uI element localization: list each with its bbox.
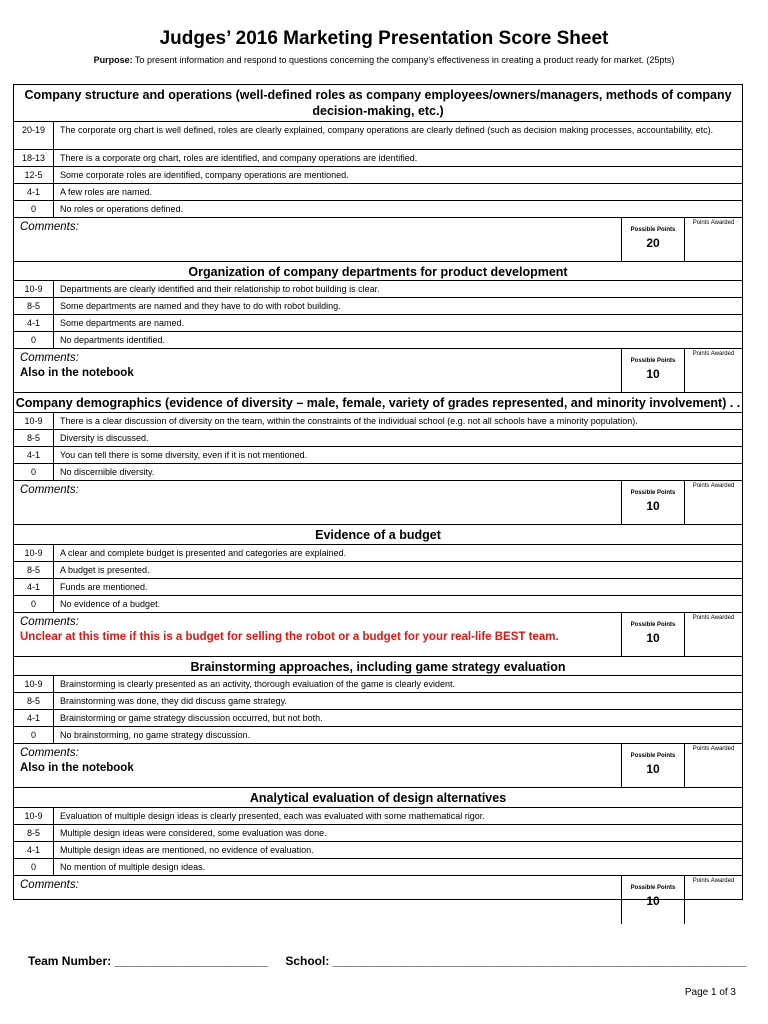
rubric-row xyxy=(14,447,742,464)
comment-note: Also in the notebook xyxy=(20,367,134,379)
rubric-text: No discernible diversity. xyxy=(60,467,155,477)
footer-fields xyxy=(28,954,746,968)
rubric-text: No roles or operations defined. xyxy=(60,204,184,214)
comments-field[interactable] xyxy=(14,218,621,261)
rubric-text: There is a clear discussion of diversity on the team, within the constraints of the individual school (e.g. not all schools have a minority population). xyxy=(60,416,638,426)
section-heading: Organization of company departments for product development xyxy=(14,262,742,281)
rubric-row xyxy=(14,281,742,298)
comments-field[interactable] xyxy=(14,349,621,392)
school-field[interactable]: School: ______________________________________________________________ xyxy=(285,954,747,968)
purpose-text: To present information and respond to questions concerning the company’s effectiveness in creating a product ready for market. (25pts) xyxy=(132,55,675,65)
rubric-points: 4-1 xyxy=(14,184,54,200)
points-awarded-label: Points Awarded xyxy=(692,615,735,621)
comments-field[interactable] xyxy=(14,481,621,524)
page-title: Judges’ 2016 Marketing Presentation Score Sheet xyxy=(159,28,609,49)
comments-row xyxy=(14,613,742,657)
possible-points-value: 10 xyxy=(646,762,660,776)
team-number-field[interactable]: Team Number: _______________________ xyxy=(28,954,268,968)
comments-field[interactable] xyxy=(14,876,621,924)
rubric-text: A few roles are named. xyxy=(60,187,153,197)
rubric-text: There is a corporate org chart, roles are identified, and company operations are identified. xyxy=(60,153,418,163)
rubric-row xyxy=(14,184,742,201)
section-budget xyxy=(14,525,742,657)
purpose-line xyxy=(0,55,768,65)
score-sheet-table xyxy=(13,84,743,908)
section-heading: Company structure and operations (well-defined roles as company employees/owners/managers, methods of company decision-making, etc.) xyxy=(14,85,742,122)
rubric-row xyxy=(14,315,742,332)
rubric-row xyxy=(14,545,742,562)
rubric-row xyxy=(14,596,742,613)
rubric-points: 8-5 xyxy=(14,825,54,841)
possible-points-box xyxy=(621,481,685,524)
comments-row xyxy=(14,876,742,924)
comments-label: Comments: xyxy=(20,221,79,233)
rubric-text: Brainstorming or game strategy discussion occurred, but not both. xyxy=(60,713,323,723)
rubric-points: 4-1 xyxy=(14,315,54,331)
rubric-row xyxy=(14,122,742,150)
possible-points-box xyxy=(621,218,685,261)
rubric-row xyxy=(14,693,742,710)
points-awarded-label: Points Awarded xyxy=(692,483,735,489)
rubric-row xyxy=(14,464,742,481)
possible-points-value: 10 xyxy=(646,894,660,908)
rubric-points: 0 xyxy=(14,859,54,875)
comments-field[interactable] xyxy=(14,613,621,656)
section-company-structure xyxy=(14,85,742,262)
purpose-label: Purpose: xyxy=(93,55,133,65)
rubric-row xyxy=(14,562,742,579)
rubric-row xyxy=(14,676,742,693)
possible-points-box xyxy=(621,349,685,392)
points-awarded-box[interactable] xyxy=(685,481,742,524)
possible-points-label: Possible Points xyxy=(630,490,676,496)
rubric-points: 10-9 xyxy=(14,676,54,692)
rubric-points: 8-5 xyxy=(14,298,54,314)
rubric-text: You can tell there is some diversity, even if it is not mentioned. xyxy=(60,450,308,460)
rubric-points: 8-5 xyxy=(14,562,54,578)
rubric-points: 10-9 xyxy=(14,545,54,561)
rubric-row xyxy=(14,430,742,447)
section-heading: Company demographics (evidence of diversity – male, female, variety of grades represented, and minority involvement) . . xyxy=(14,393,742,413)
possible-points-label: Possible Points xyxy=(630,753,676,759)
rubric-text: No brainstorming, no game strategy discussion. xyxy=(60,730,251,740)
rubric-row xyxy=(14,808,742,825)
rubric-text: No departments identified. xyxy=(60,335,166,345)
rubric-points: 10-9 xyxy=(14,281,54,297)
points-awarded-label: Points Awarded xyxy=(692,351,735,357)
possible-points-label: Possible Points xyxy=(630,622,676,628)
rubric-points: 8-5 xyxy=(14,693,54,709)
points-awarded-label: Points Awarded xyxy=(692,878,735,884)
possible-points-label: Possible Points xyxy=(630,227,676,233)
rubric-points: 0 xyxy=(14,464,54,480)
rubric-points: 0 xyxy=(14,596,54,612)
rubric-points: 4-1 xyxy=(14,842,54,858)
rubric-row xyxy=(14,413,742,430)
possible-points-label: Possible Points xyxy=(630,358,676,364)
possible-points-value: 10 xyxy=(646,499,660,513)
rubric-points: 0 xyxy=(14,332,54,348)
comments-row xyxy=(14,481,742,525)
points-awarded-box[interactable] xyxy=(685,613,742,656)
rubric-text: A clear and complete budget is presented and categories are explained. xyxy=(60,548,347,558)
possible-points-box xyxy=(621,876,685,924)
rubric-text: Some departments are named. xyxy=(60,318,185,328)
possible-points-box xyxy=(621,744,685,787)
rubric-row xyxy=(14,298,742,315)
rubric-text: No evidence of a budget. xyxy=(60,599,161,609)
rubric-text: Multiple design ideas are mentioned, no evidence of evaluation. xyxy=(60,845,314,855)
rubric-text: Evaluation of multiple design ideas is clearly presented, each was evaluated with some mathematical rigor. xyxy=(60,811,485,821)
comments-label: Comments: xyxy=(20,616,79,628)
rubric-points: 8-5 xyxy=(14,430,54,446)
points-awarded-box[interactable] xyxy=(685,218,742,261)
rubric-points: 18-13 xyxy=(14,150,54,166)
comments-row xyxy=(14,744,742,788)
rubric-points: 0 xyxy=(14,201,54,217)
points-awarded-box[interactable] xyxy=(685,349,742,392)
rubric-text: Brainstorming was done, they did discuss game strategy. xyxy=(60,696,287,706)
rubric-points: 10-9 xyxy=(14,413,54,429)
section-heading: Brainstorming approaches, including game strategy evaluation xyxy=(14,657,742,676)
rubric-points: 10-9 xyxy=(14,808,54,824)
comments-row xyxy=(14,349,742,393)
section-demographics xyxy=(14,393,742,525)
section-brainstorming xyxy=(14,657,742,788)
rubric-row xyxy=(14,150,742,167)
rubric-text: Funds are mentioned. xyxy=(60,582,148,592)
section-design-alternatives xyxy=(14,788,742,924)
rubric-text: Multiple design ideas were considered, some evaluation was done. xyxy=(60,828,327,838)
rubric-text: The corporate org chart is well defined, roles are clearly explained, company operations are clearly defined (such as decision making processes, accountability, etc). xyxy=(60,125,714,135)
comments-row xyxy=(14,218,742,262)
rubric-row xyxy=(14,825,742,842)
points-awarded-label: Points Awarded xyxy=(692,220,735,226)
possible-points-value: 20 xyxy=(646,236,660,250)
rubric-row xyxy=(14,332,742,349)
possible-points-value: 10 xyxy=(646,367,660,381)
rubric-text: Some corporate roles are identified, company operations are mentioned. xyxy=(60,170,349,180)
rubric-text: Brainstorming is clearly presented as an activity, thorough evaluation of the game is clearly evident. xyxy=(60,679,456,689)
rubric-points: 12-5 xyxy=(14,167,54,183)
rubric-points: 4-1 xyxy=(14,710,54,726)
section-departments xyxy=(14,262,742,393)
points-awarded-label: Points Awarded xyxy=(692,746,735,752)
rubric-row xyxy=(14,710,742,727)
section-heading: Evidence of a budget xyxy=(14,525,742,545)
possible-points-value: 10 xyxy=(646,631,660,645)
rubric-text: Some departments are named and they have to do with robot building. xyxy=(60,301,341,311)
comments-label: Comments: xyxy=(20,747,79,759)
rubric-text: Diversity is discussed. xyxy=(60,433,149,443)
comments-field[interactable] xyxy=(14,744,621,787)
rubric-row xyxy=(14,579,742,596)
comment-note: Also in the notebook xyxy=(20,762,134,774)
comment-note: Unclear at this time if this is a budget for selling the robot or a budget for your real-life BEST team. xyxy=(20,631,559,643)
points-awarded-box[interactable] xyxy=(685,876,742,924)
rubric-row xyxy=(14,167,742,184)
comments-label: Comments: xyxy=(20,484,79,496)
rubric-text: No mention of multiple design ideas. xyxy=(60,862,206,872)
page-number: Page 1 of 3 xyxy=(684,987,736,998)
rubric-row xyxy=(14,842,742,859)
section-heading: Analytical evaluation of design alternatives xyxy=(14,788,742,808)
rubric-row xyxy=(14,201,742,218)
comments-label: Comments: xyxy=(20,352,79,364)
rubric-text: Departments are clearly identified and their relationship to robot building is clear. xyxy=(60,284,380,294)
comments-label: Comments: xyxy=(20,879,79,891)
points-awarded-box[interactable] xyxy=(685,744,742,787)
rubric-points: 20-19 xyxy=(14,122,54,149)
rubric-points: 4-1 xyxy=(14,579,54,595)
rubric-row xyxy=(14,859,742,876)
rubric-points: 4-1 xyxy=(14,447,54,463)
possible-points-label: Possible Points xyxy=(630,885,676,891)
possible-points-box xyxy=(621,613,685,656)
rubric-row xyxy=(14,727,742,744)
rubric-points: 0 xyxy=(14,727,54,743)
rubric-text: A budget is presented. xyxy=(60,565,150,575)
